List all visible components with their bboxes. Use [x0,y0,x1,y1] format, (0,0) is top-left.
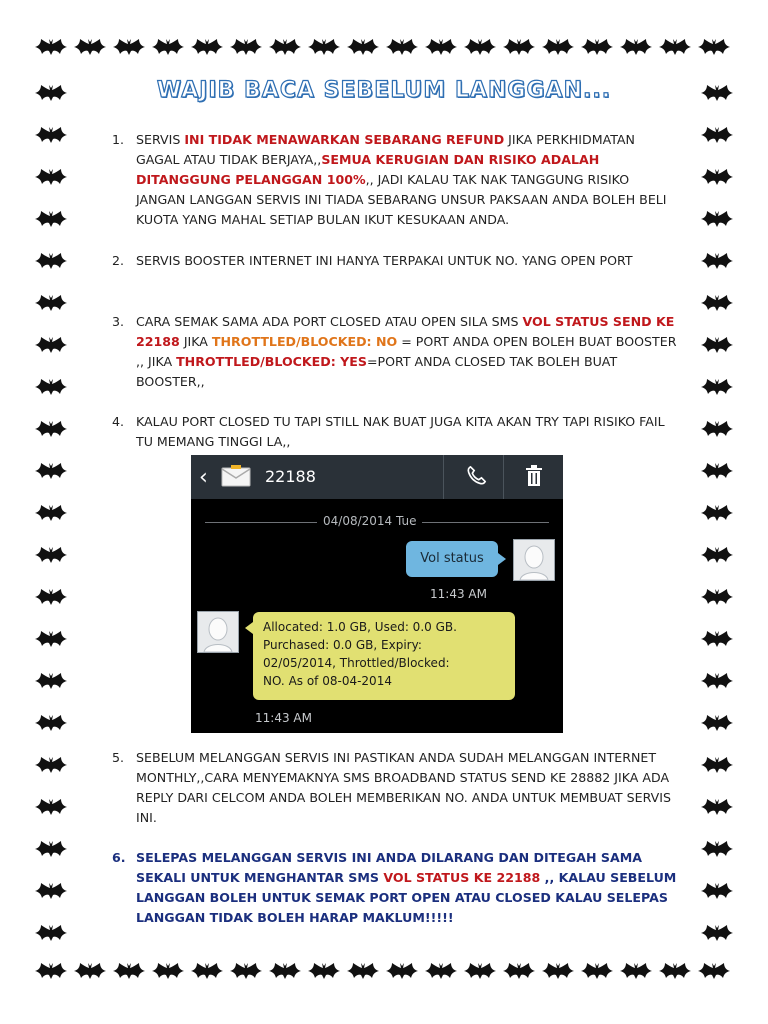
bat-icon [34,672,68,690]
list-item-3 [112,312,682,392]
item-number: 1. [112,132,125,147]
bat-icon [346,38,380,56]
bat-icon [34,840,68,858]
avatar-icon [513,539,555,581]
text-segment: KALAU PORT CLOSED TU TAPI STILL NAK BUAT JUGA KITA AKAN TRY TAPI RISIKO FAIL TU MEMANG TINGGI LA,, [136,414,665,449]
sms-header-bar [191,455,563,499]
bat-icon [502,38,536,56]
bat-icon [34,336,68,354]
text-segment: THROTTLED/BLOCKED: NO [211,334,398,349]
avatar-icon [197,611,239,653]
bat-icon [34,924,68,942]
bat-icon [34,588,68,606]
bat-icon [463,962,497,980]
bat-icon [700,420,734,438]
item-number: 5. [112,750,125,765]
list-item-4 [112,412,682,452]
text-segment: SERVIS [136,132,185,147]
bat-icon [700,714,734,732]
bat-icon [229,38,263,56]
bat-icon [34,420,68,438]
text-segment: = PORT ANDA OPEN BOLEH BUAT BOOSTER ,, JIKA [136,334,677,369]
bat-icon [151,38,185,56]
bat-icon [700,630,734,648]
bat-icon [34,714,68,732]
text-segment: CARA SEMAK SAMA ADA PORT CLOSED ATAU OPEN SILA SMS [136,314,523,329]
bat-icon [229,962,263,980]
bat-icon [112,962,146,980]
bat-icon [34,210,68,228]
bat-icon [268,38,302,56]
text-segment: INI TIDAK MENAWARKAN SEBARANG REFUND [184,132,505,147]
divider [443,455,444,499]
text-segment: JIKA [179,334,212,349]
text-segment: VOL STATUS KE 22188 [383,870,541,885]
bat-icon [34,168,68,186]
bat-icon [190,962,224,980]
divider [503,455,504,499]
text-segment: ,, KALAU SEBELUM LANGGAN BOLEH UNTUK SEMAK PORT OPEN ATAU CLOSED KALAU SELEPAS LANGGAN TIDAK BOLEH HARAP MAKLUM!!!!! [136,870,677,925]
page-title: WAJIB BACA SEBELUM LANGGAN... [156,78,612,103]
text-segment: SELEPAS MELANGGAN SERVIS INI ANDA DILARANG DAN DITEGAH SAMA SEKALI UNTUK MENGHANTAR SMS [136,850,642,885]
bat-icon [580,38,614,56]
text-segment: VOL STATUS SEND KE 22188 [136,314,675,349]
bat-icon [700,462,734,480]
bat-icon [385,962,419,980]
message-line: NO. As of 08-04-2014 [263,674,392,688]
bat-icon [700,756,734,774]
bat-icon [190,38,224,56]
bat-icon [34,378,68,396]
bat-icon [34,252,68,270]
bat-icon [697,38,731,56]
item-number: 3. [112,314,125,329]
list-item-6 [112,848,682,928]
bat-icon [700,378,734,396]
bat-icon [700,546,734,564]
bat-icon [73,962,107,980]
bat-icon [541,962,575,980]
text-segment: SERVIS BOOSTER INTERNET INI HANYA TERPAKAI UNTUK NO. YANG OPEN PORT [136,253,633,268]
bat-icon [700,336,734,354]
list-item-5 [112,748,682,828]
bat-icon [34,546,68,564]
bat-icon [700,168,734,186]
bat-icon [34,504,68,522]
sms-screenshot [191,455,563,733]
chevron-left-icon: ‹ [199,465,208,490]
bat-icon [619,962,653,980]
bat-icon [700,672,734,690]
text-segment: =PORT ANDA CLOSED TAK BOLEH BUAT BOOSTER,, [136,354,618,389]
sent-time: 11:43 AM [430,587,487,601]
bat-icon [307,38,341,56]
list-item-2 [112,251,682,271]
received-message [253,612,515,700]
bat-icon [700,210,734,228]
item-text [136,848,682,928]
list-item-1 [112,130,682,230]
bat-icon [700,588,734,606]
bat-icon [697,962,731,980]
bat-icon [151,962,185,980]
text-segment: ,, JADI KALAU TAK NAK TANGGUNG RISIKO JANGAN LANGGAN SERVIS INI TIADA SEBARANG UNSUR PAKSAAN ANDA BOLEH BELI KUOTA YANG MAHAL SETIAP BULAN IKUT KESUKAAN ANDA. [136,172,667,227]
message-line: 02/05/2014, Throttled/Blocked: [263,656,450,670]
item-text [136,748,682,828]
bat-icon [424,38,458,56]
bat-icon [658,38,692,56]
bat-icon [268,962,302,980]
text-segment: JIKA PERKHIDMATAN GAGAL ATAU TIDAK BERJAYA,, [136,132,635,167]
bat-icon [700,882,734,900]
item-number: 2. [112,253,125,268]
bat-icon [34,462,68,480]
message-line: Purchased: 0.0 GB, Expiry: [263,638,422,652]
contact-number: 22188 [265,467,316,486]
bat-icon [463,38,497,56]
bat-icon [580,962,614,980]
message-line: Allocated: 1.0 GB, Used: 0.0 GB. [263,620,457,634]
envelope-icon [221,465,251,487]
bat-icon [700,798,734,816]
conversation-date: 04/08/2014 Tue [317,514,422,528]
bat-icon [385,38,419,56]
item-number: 6. [112,850,126,865]
bat-icon [34,756,68,774]
item-number: 4. [112,414,125,429]
bat-icon [424,962,458,980]
bat-icon [658,962,692,980]
bat-icon [34,38,68,56]
phone-icon [465,465,487,487]
item-text [136,130,682,230]
trash-icon [524,465,544,487]
bat-icon [700,126,734,144]
item-text [136,312,682,392]
sent-message: Vol status [406,541,498,577]
bat-icon [541,38,575,56]
item-text [136,412,682,452]
bat-icon [34,798,68,816]
bat-icon [112,38,146,56]
text-segment: THROTTLED/BLOCKED: YES [176,354,367,369]
received-time: 11:43 AM [255,711,312,725]
bat-icon [34,126,68,144]
bat-icon [502,962,536,980]
bat-icon [700,252,734,270]
bat-icon [346,962,380,980]
item-text [136,251,682,271]
bat-icon [700,294,734,312]
bat-icon [700,924,734,942]
bat-icon [34,294,68,312]
bat-icon [73,38,107,56]
bat-icon [34,630,68,648]
text-segment: SEMUA KERUGIAN DAN RISIKO ADALAH DITANGGUNG PELANGGAN 100% [136,152,600,187]
text-segment: SEBELUM MELANGGAN SERVIS INI PASTIKAN ANDA SUDAH MELANGGAN INTERNET MONTHLY,,CARA MENYEMAKNYA SMS BROADBAND STATUS SEND KE 28882 JIKA ADA REPLY DARI CELCOM ANDA BOLEH MEMBERIKAN NO. ANDA UNTUK MEMBUAT SERVIS INI. [136,750,671,825]
bat-icon [307,962,341,980]
bat-icon [34,962,68,980]
bat-icon [34,882,68,900]
bat-icon [619,38,653,56]
bat-icon [700,840,734,858]
bat-icon [700,504,734,522]
